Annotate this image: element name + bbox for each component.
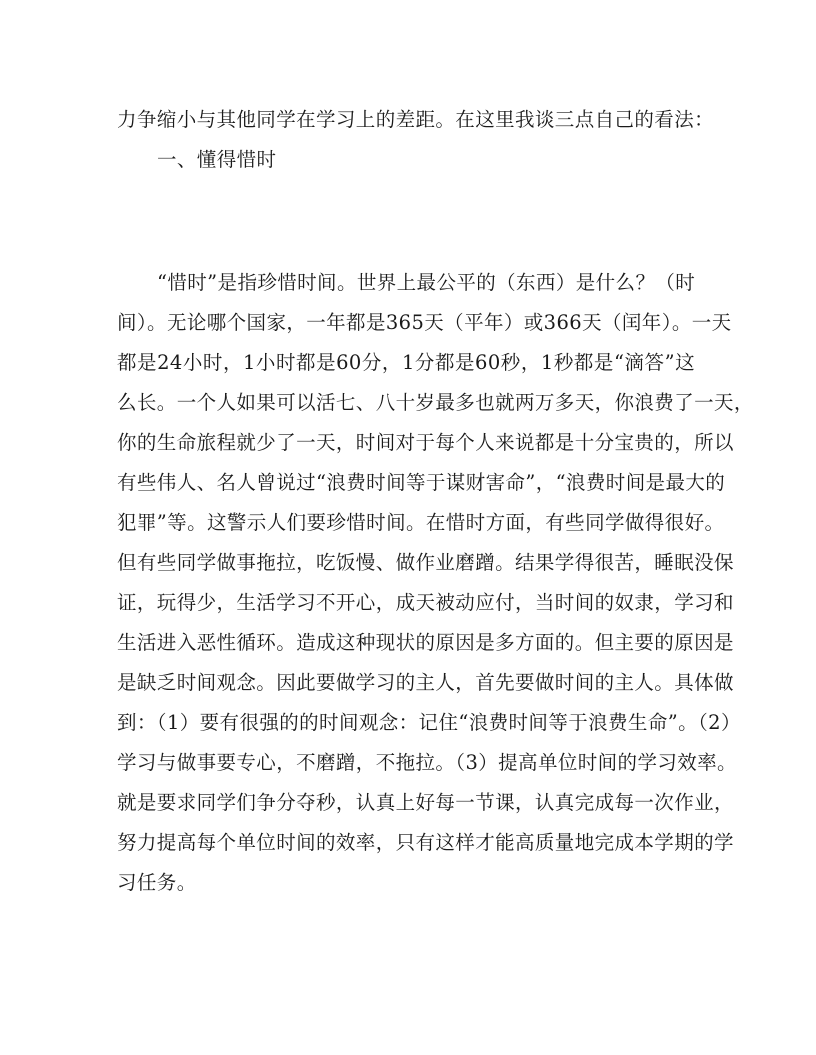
- paragraph-line: 就是要求同学们争分夺秒，认真上好每一节课，认真完成每一次作业，: [117, 791, 734, 814]
- paragraph-line: 你的生命旅程就少了一天，时间对于每个人来说都是十分宝贵的，所以: [117, 431, 734, 454]
- paragraph-line: 努力提高每个单位时间的效率，只有这样才能高质量地完成本学期的学: [117, 831, 734, 854]
- paragraph-line: 到：（1）要有很强的的时间观念：记住“浪费时间等于浪费生命”。（2）: [117, 711, 741, 734]
- section-heading: 一、懂得惜时: [157, 148, 277, 171]
- paragraph-line: 习任务。: [117, 871, 197, 894]
- paragraph-line: 学习与做事要专心，不磨蹭，不拖拉。（3）提高单位时间的学习效率。: [117, 751, 737, 774]
- paragraph-line: 生活进入恶性循环。造成这种现状的原因是多方面的。但主要的原因是: [117, 631, 734, 654]
- paragraph-line: 都是24小时，1小时都是60分，1分都是60秒，1秒都是“滴答”这: [117, 351, 695, 374]
- paragraph-line: 犯罪”等。这警示人们要珍惜时间。在惜时方面，有些同学做得很好。: [117, 511, 725, 534]
- paragraph-line: 么长。一个人如果可以活七、八十岁最多也就两万多天，你浪费了一天，: [117, 391, 754, 414]
- paragraph-line: 证，玩得少，生活学习不开心，成天被动应付，当时间的奴隶，学习和: [117, 591, 734, 614]
- paragraph-line: 但有些同学做事拖拉，吃饭慢、做作业磨蹭。结果学得很苦，睡眠没保: [117, 551, 734, 574]
- paragraph-line: 有些伟人、名人曾说过“浪费时间等于谋财害命”，“浪费时间是最大的: [117, 471, 726, 494]
- paragraph-line: “惜时”是指珍惜时间。世界上最公平的（东西）是什么？（时: [157, 271, 696, 294]
- paragraph-line: 是缺乏时间观念。因此要做学习的主人，首先要做时间的主人。具体做: [117, 671, 734, 694]
- paragraph-line: 间）。无论哪个国家，一年都是365天（平年）或366天（闰年）。一天: [117, 311, 732, 334]
- opening-line: 力争缩小与其他同学在学习上的差距。在这里我谈三点自己的看法：: [117, 108, 715, 131]
